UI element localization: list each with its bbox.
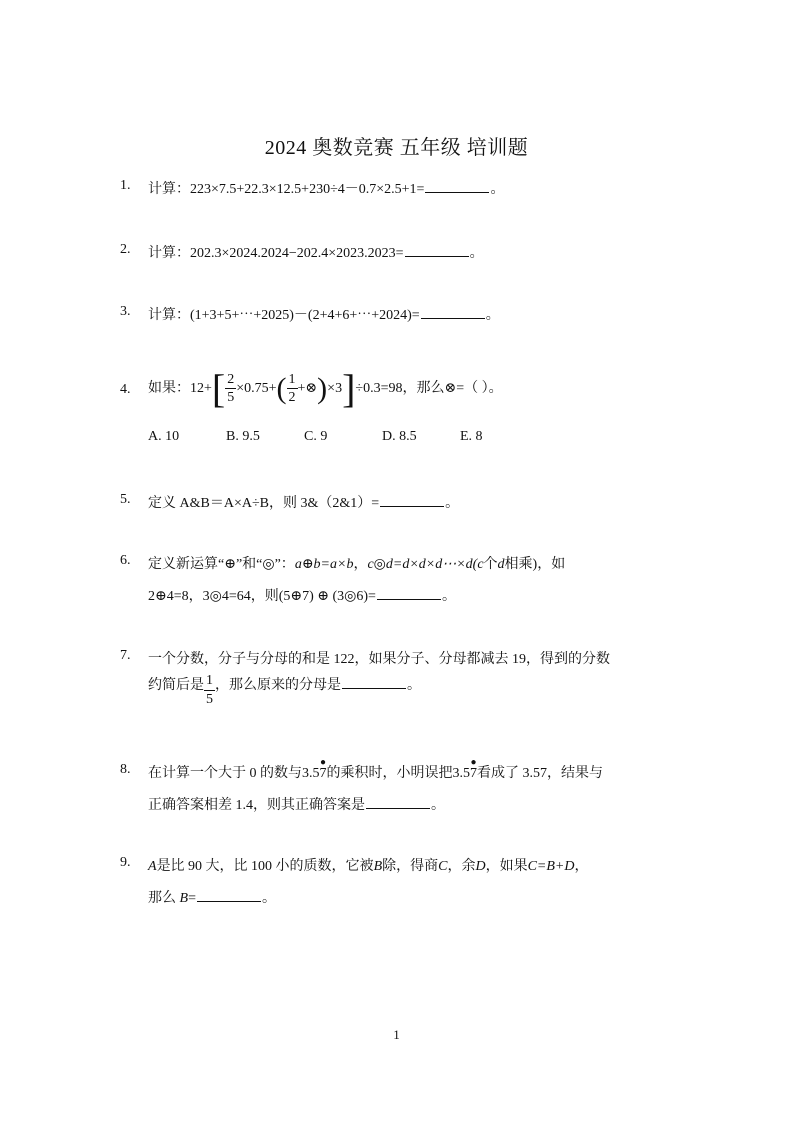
- repeat-dot: ●: [470, 757, 477, 768]
- left-bracket: [: [211, 365, 226, 411]
- expression-suffix: ÷0.3=98，那么⊗=（ ）。: [355, 381, 503, 396]
- repeating-decimal-part: 3.5: [452, 766, 470, 781]
- question-number: 1.: [120, 178, 131, 193]
- page-title: 2024 奥数竞赛 五年级 培训题: [264, 137, 529, 159]
- fraction-1-2: $\frac{1}{2}$: [288, 371, 296, 406]
- period: 。: [469, 246, 484, 261]
- answer-blank: [366, 794, 430, 809]
- variable: C: [438, 859, 448, 874]
- question-3: [148, 304, 500, 324]
- text: 的乘积时，小明误把: [326, 766, 453, 781]
- text: ，那么原来的分母是: [215, 678, 341, 693]
- answer-blank: [380, 492, 444, 507]
- right-paren: ): [317, 371, 328, 405]
- repeating-digit: [470, 757, 477, 782]
- option-a: A. 10: [148, 429, 180, 444]
- period: 。: [441, 589, 456, 604]
- text: 那么: [148, 891, 176, 906]
- question-number: 7.: [120, 648, 131, 663]
- right-bracket: ]: [342, 365, 356, 411]
- page-number: 1: [393, 1027, 400, 1042]
- answer-blank: [342, 674, 406, 689]
- question-5: [148, 492, 459, 512]
- question-text: 2⊕4=8，3◎4=64，则(5⊕7) ⊕ (3◎6)=: [148, 589, 376, 604]
- text: ，如果: [485, 859, 528, 874]
- option-b: B. 9.5: [226, 429, 260, 444]
- variable: D: [475, 859, 486, 874]
- formula: C=B+D: [527, 859, 575, 874]
- text: 是比 90 大，比 100 小的质数，它被: [156, 859, 374, 874]
- text: ，余: [447, 859, 476, 874]
- period: 。: [485, 308, 500, 323]
- question-2: [148, 242, 484, 262]
- question-8-line-2: [148, 794, 445, 814]
- text: 看成了 3.57，结果与: [477, 766, 603, 781]
- expression-prefix: 如果：12+: [148, 381, 212, 396]
- options-row: [148, 429, 538, 445]
- answer-blank: [405, 242, 469, 257]
- option-c: C. 9: [304, 429, 328, 444]
- question-7-line-2: [148, 672, 421, 712]
- question-number: 4.: [120, 382, 131, 397]
- answer-blank: [421, 304, 485, 319]
- formula: d: [497, 557, 505, 572]
- answer-blank: [197, 887, 261, 902]
- expression-part: +⊗: [297, 381, 318, 396]
- question-number: 2.: [120, 242, 131, 257]
- text: 个: [483, 557, 498, 572]
- question-4: [148, 362, 503, 416]
- question-text: 计算：202.3×2024.2024−202.4×2023.2023=: [148, 246, 404, 261]
- text: 在计算一个大于 0 的数与: [148, 766, 302, 781]
- repeat-dot: ●: [319, 757, 327, 768]
- text: 约简后是: [148, 678, 204, 693]
- formula: c◎d=d×d×d⋯×d(c: [367, 557, 484, 572]
- period: 。: [431, 798, 445, 813]
- option-e: E. 8: [460, 429, 483, 444]
- digit: 7: [470, 766, 477, 781]
- repeating-decimal-part: 3.5: [302, 766, 320, 781]
- left-paren: (: [276, 371, 287, 405]
- question-8-line-1: [148, 757, 603, 782]
- variable: A: [148, 859, 157, 874]
- question-text: 定义 A&B＝A×A÷B，则 3&（2&1）=: [148, 496, 380, 511]
- variable: B: [373, 859, 383, 874]
- answer-blank: [377, 585, 441, 600]
- question-text: 正确答案相差 1.4，则其正确答案是: [148, 798, 365, 813]
- question-7-line-1: 一个分数，分子与分母的和是 122，如果分子、分母都减去 19，得到的分数: [148, 652, 610, 667]
- question-number: 5.: [120, 492, 131, 507]
- fraction-2-5: $\frac{2}{5}$: [227, 371, 235, 406]
- question-6-line-2: [148, 585, 456, 605]
- text: 除，得商: [382, 859, 439, 874]
- text: ，: [353, 557, 368, 572]
- question-number: 8.: [120, 762, 131, 777]
- question-number: 6.: [120, 553, 131, 568]
- question-6-line-1: [148, 553, 565, 573]
- period: 。: [407, 678, 421, 693]
- repeating-digit: [319, 757, 327, 782]
- period: 。: [490, 182, 505, 197]
- period: 。: [445, 496, 460, 511]
- question-number: 9.: [120, 855, 131, 870]
- formula: a⊕b=a×b: [294, 557, 354, 572]
- option-d: D. 8.5: [382, 429, 417, 444]
- question-9-line-1: [148, 855, 589, 875]
- text: ，: [574, 859, 589, 874]
- question-number: 3.: [120, 304, 131, 319]
- period: 。: [261, 891, 276, 906]
- expression-part: ×3: [327, 381, 343, 396]
- digit: 7: [319, 766, 327, 781]
- question-9-line-2: [148, 887, 276, 907]
- question-text: 计算：223×7.5+22.3×12.5+230÷4－0.7×2.5+1=: [148, 182, 425, 197]
- question-1: [148, 178, 504, 198]
- variable: B: [179, 891, 189, 906]
- expression-part: ×0.75+: [236, 381, 277, 396]
- text: 定义新运算“⊕”和“◎”：: [148, 557, 295, 572]
- answer-blank: [425, 178, 489, 193]
- text: =: [188, 891, 196, 906]
- question-text: 计算：(1+3+5+⋯+2025)－(2+4+6+⋯+2024)=: [148, 308, 420, 323]
- fraction-1-5: $\frac{1}{5}$: [206, 673, 213, 707]
- text: 相乘)，如: [504, 557, 566, 572]
